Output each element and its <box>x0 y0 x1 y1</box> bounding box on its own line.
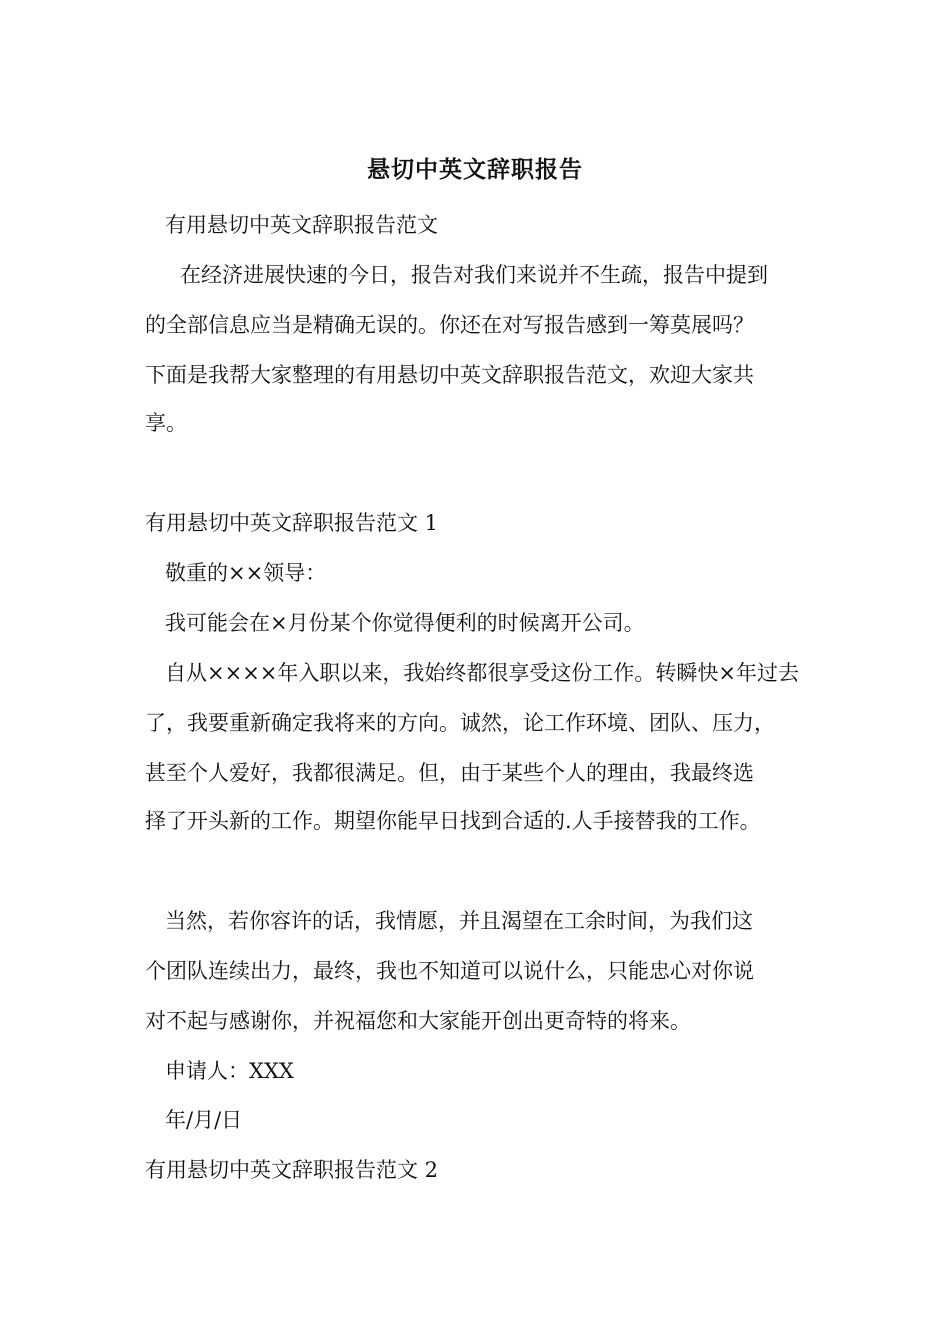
document-subtitle: 有用悬切中英文辞职报告范文 <box>165 213 438 237</box>
paragraph-2-line-4: 择了开头新的工作。期望你能早日找到合适的.人手接替我的工作。 <box>145 809 761 833</box>
salutation: 敬重的××领导： <box>165 561 327 585</box>
paragraph-3-line-3: 对不起与感谢你，并祝福您和大家能开创出更奇特的将来。 <box>145 1009 691 1033</box>
paragraph-2-line-2: 了，我要重新确定我将来的方向。诚然，论工作环境、团队、压力， <box>145 711 775 735</box>
paragraph-3-line-1: 当然，若你容许的话，我情愿，并且渴望在工余时间，为我们这 <box>165 909 753 933</box>
paragraph-1: 我可能会在×月份某个你觉得便利的时候离开公司。 <box>165 611 645 635</box>
intro-line-3: 下面是我帮大家整理的有用悬切中英文辞职报告范文，欢迎大家共 <box>145 363 754 387</box>
paragraph-2-line-3: 甚至个人爱好，我都很满足。但，由于某些个人的理由，我最终选 <box>145 761 754 785</box>
section-1-heading: 有用悬切中英文辞职报告范文 1 <box>145 511 439 535</box>
applicant-line: 申请人：XXX <box>165 1059 294 1083</box>
paragraph-2-line-1: 自从××××年入职以来，我始终都很享受这份工作。转瞬快×年过去 <box>165 661 799 685</box>
intro-line-1: 在经济进展快速的今日，报告对我们来说并不生疏，报告中提到 <box>180 263 768 287</box>
date-line: 年/月/日 <box>165 1108 243 1132</box>
paragraph-3-line-2: 个团队连续出力，最终，我也不知道可以说什么，只能忠心对你说 <box>145 959 754 983</box>
document-title: 悬切中英文辞职报告 <box>367 156 583 183</box>
intro-line-2: 的全部信息应当是精确无误的。你还在对写报告感到一筹莫展吗？ <box>145 313 754 337</box>
section-2-heading: 有用悬切中英文辞职报告范文 2 <box>145 1158 439 1182</box>
intro-line-4: 享。 <box>145 411 187 435</box>
